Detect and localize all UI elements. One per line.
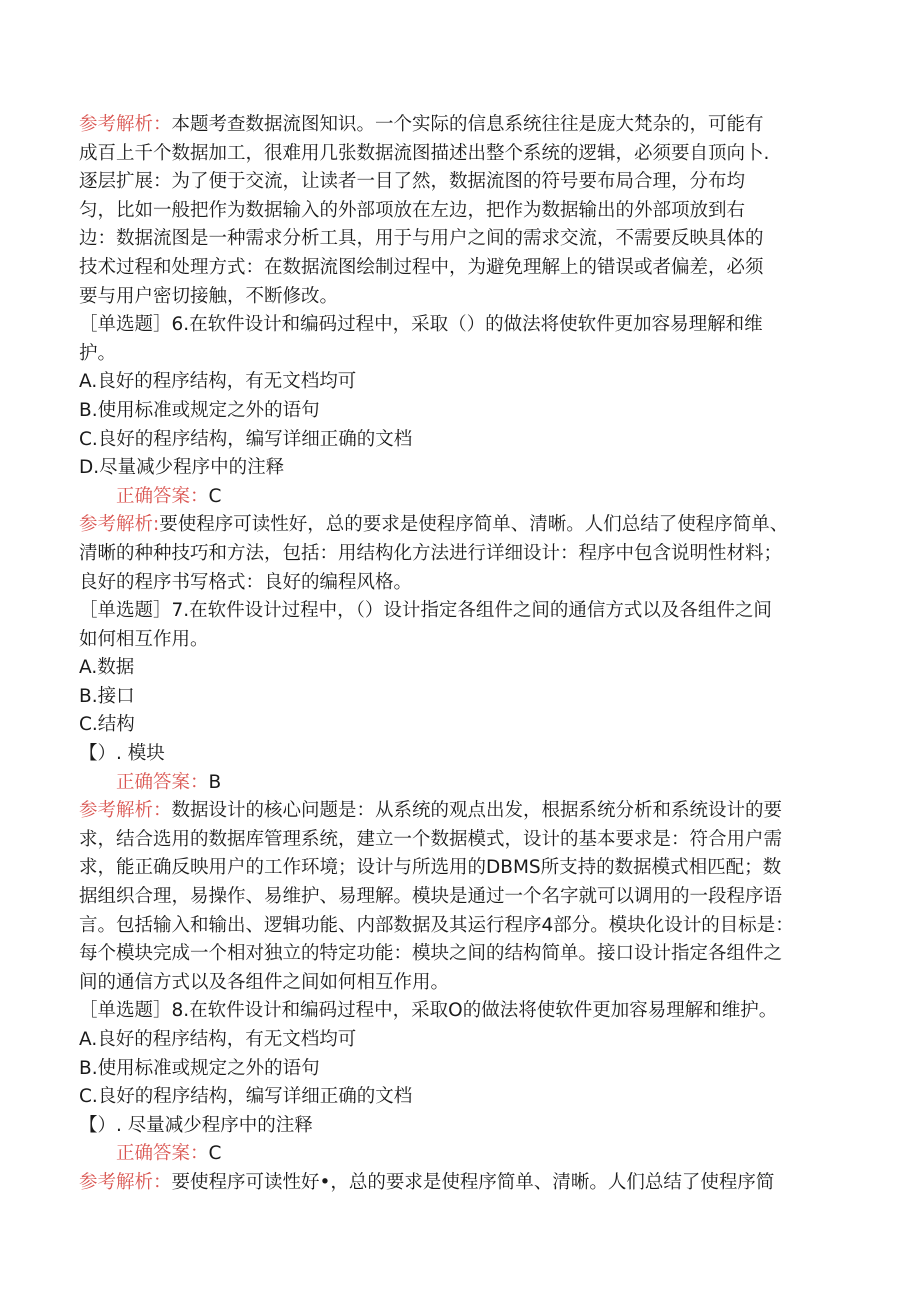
text-line: 间的通信方式以及各组件之间如何相互作用。 (79, 971, 450, 993)
explanation-label: 参考解析： (79, 1171, 172, 1193)
correct-answer-value: C (208, 1143, 222, 1165)
text-line: 【）. 尽量减少程序中的注释 (79, 1114, 313, 1136)
text-line: 边：数据流图是一种需求分析工具，用于与用户之间的需求交流，不需要反映具体的 (79, 228, 764, 250)
explanation-label: 参考解析： (79, 800, 172, 822)
text-line: 要与用户密切接触，不断修改。 (79, 285, 339, 307)
text-line: 求，能正确反映用户的工作环境；设计与所选用的DBMS所支持的数据模式相匹配；数 (79, 857, 782, 879)
text-line: C.良好的程序结构，编写详细正确的文档 (79, 428, 413, 450)
correct-answer-value: C (208, 485, 222, 507)
correct-answer-value: B (208, 771, 222, 793)
text-line: 清晰的种种技巧和方法，包括：用结构化方法进行详细设计：程序中包含说明性材料； (79, 542, 783, 564)
explanation-text: 数据设计的核心问题是：从系统的观点出发，根据系统分析和系统设计的要 (171, 800, 783, 822)
correct-answer-label: 正确答案： (116, 771, 209, 793)
text-line: 求，结合选用的数据库管理系统，建立一个数据模式，设计的基本要求是：符合用户需 (79, 828, 783, 850)
text-line: A.数据 (79, 657, 135, 679)
text-line: ［单选题］6.在软件设计和编码过程中，采取（）的做法将使软件更加容易理解和维 (79, 314, 763, 336)
text-line: 每个模块完成一个相对独立的特定功能：模块之间的结构简单。接口设计指定各组件之 (79, 943, 783, 965)
text-line: 良好的程序书写格式：良好的编程风格。 (79, 571, 413, 593)
explanation-line (79, 511, 839, 540)
correct-answer-label: 正确答案： (116, 1143, 209, 1165)
text-line: 据组织合理，易操作、易维护、易理解。模块是通过一个名字就可以调用的一段程序语 (79, 886, 783, 908)
text-line: ［单选题］7.在软件设计过程中，（）设计指定各组件之间的通信方式以及各组件之间 (79, 600, 772, 622)
explanation-line (79, 797, 839, 826)
text-line: A.良好的程序结构，有无文档均可 (79, 1029, 357, 1050)
text-line: B.使用标准或规定之外的语句 (79, 1057, 320, 1079)
correct-answer-line (79, 1140, 839, 1169)
text-line: 护。 (79, 342, 117, 364)
text-line: D.尽量减少程序中的注释 (79, 457, 285, 479)
explanation-text: 要使程序可读性好，总的要求是使程序简单、清晰。人们总结了使程序简单、 (159, 514, 789, 536)
text-line: 言。包括输入和输出、逻辑功能、内部数据及其运行程序4部分。模块化设计的目标是： (79, 914, 794, 936)
text-line: 技术过程和处理方式：在数据流图绘制过程中，为避免理解上的错误或者偏差，必须 (79, 256, 764, 278)
text-line: ［单选题］8.在软件设计和编码过程中，采取O的做法将使软件更加容易理解和维护。 (79, 1000, 778, 1022)
text-line: A.良好的程序结构，有无文档均可 (79, 371, 357, 393)
text-line: C.良好的程序结构，编写详细正确的文档 (79, 1086, 413, 1108)
correct-answer-label: 正确答案： (116, 485, 209, 507)
text-line: 逐层扩展：为了便于交流，让读者一目了然，数据流图的符号要布局合理，分布均 (79, 171, 746, 193)
text-line: B.接口 (79, 685, 135, 707)
explanation-line (79, 111, 839, 140)
text-line: B.使用标准或规定之外的语句 (79, 399, 320, 421)
text-line: 如何相互作用。 (79, 628, 209, 650)
explanation-label: 参考解析： (79, 114, 172, 135)
document-body (79, 111, 839, 1198)
correct-answer-line (79, 483, 839, 512)
text-line: 【）. 模块 (79, 743, 165, 765)
explanation-text: 要使程序可读性好•，总的要求是使程序简单、清晰。人们总结了使程序简 (171, 1171, 775, 1193)
correct-answer-line (79, 769, 839, 798)
text-line: C.结构 (79, 714, 135, 736)
text-line: 匀，比如一般把作为数据输入的外部项放在左边，把作为数据输出的外部项放到右 (79, 199, 746, 221)
explanation-line (79, 1169, 839, 1198)
explanation-text: 本题考查数据流图知识。一个实际的信息系统往往是庞大梵杂的，可能有 (171, 114, 764, 135)
explanation-label: 参考解析: (79, 514, 160, 536)
text-line: 成百上千个数据加工，很难用几张数据流图描述出整个系统的逻辑，必须要自顶向卜. (79, 142, 770, 164)
